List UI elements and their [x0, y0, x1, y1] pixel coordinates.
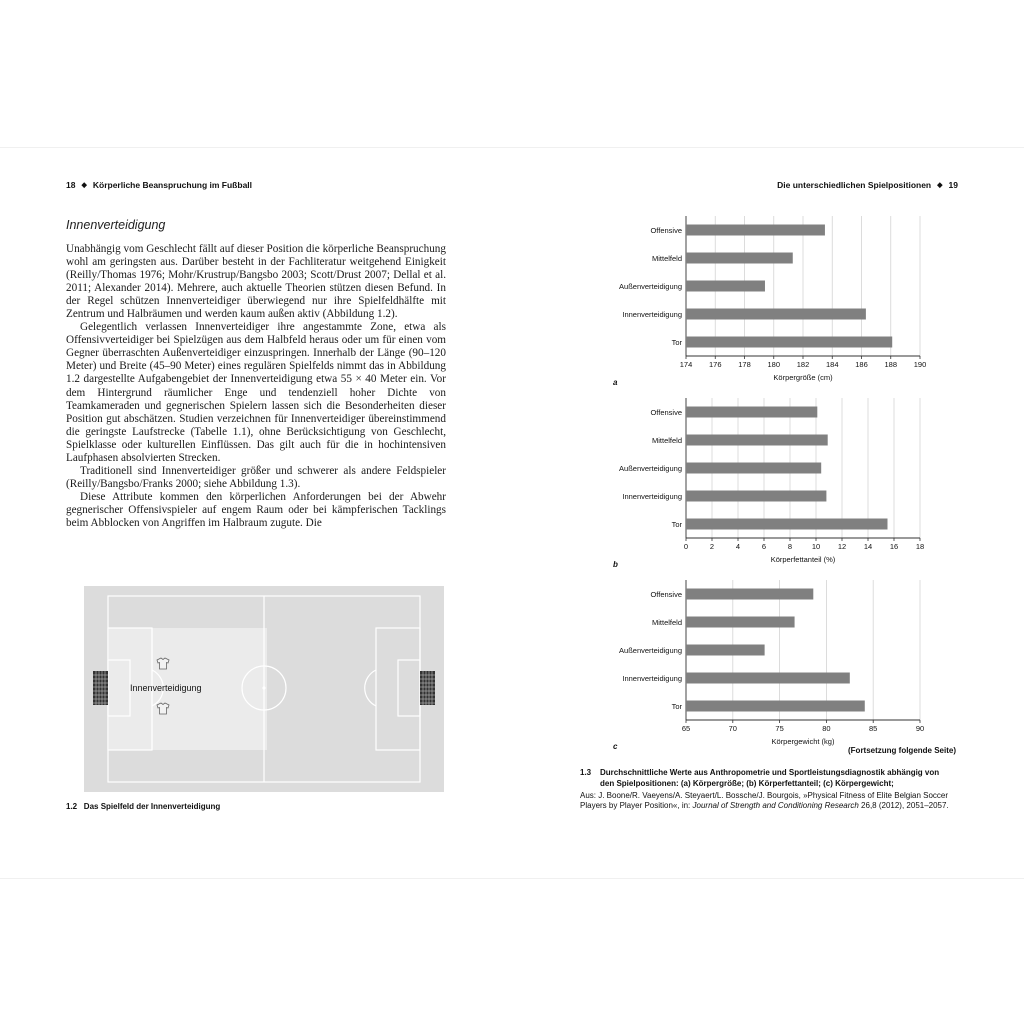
source-journal: Journal of Strength and Conditioning Research — [692, 801, 859, 810]
figure-caption — [580, 768, 952, 811]
pitch-caption-number: 1.2 — [66, 802, 78, 811]
bar-innenverteidigung — [686, 673, 850, 684]
left-header-title: Körperliche Beanspruchung im Fußball — [92, 180, 253, 190]
bar-mittelfeld — [686, 617, 795, 628]
left-goal-icon — [93, 671, 108, 705]
right-page-number: 19 — [948, 180, 958, 190]
category-label: Tor — [671, 520, 682, 529]
chart-body-height — [574, 210, 954, 385]
x-axis-label: Körpergröße (cm) — [773, 373, 833, 382]
tick-label: 190 — [913, 360, 927, 369]
figure-number: 1.3 — [580, 768, 592, 777]
category-label: Innenverteidigung — [622, 492, 682, 501]
category-label: Mittelfeld — [651, 254, 682, 263]
bar-tor — [686, 519, 888, 530]
tick-label: 8 — [787, 542, 793, 551]
bar-mittelfeld — [686, 435, 828, 446]
tick-label: 2 — [709, 542, 715, 551]
panel-letter: a — [613, 378, 618, 387]
tick-label: 174 — [679, 360, 693, 369]
category-label: Offensive — [650, 408, 682, 417]
tick-label: 180 — [767, 360, 781, 369]
paragraph: Unabhängig vom Geschlecht fällt auf dieser Position die körperliche Beanspruchung wohl am geringsten aus. Darüber besteht in der Fachliteratur weitgehend Einigkeit (Reilly/Thomas 1976; Mohr/Krustrup/Bangsbo 2003; Scott/Drust 2007; Dellal et al. 2011; Alexander 2014). Mehrere, auch aktuelle Theorien stützen diesen Befund. In der Regel schützen Innenverteidiger überwiegend nur ihre Spielfeldhälfte mit Zentrum und Halbräumen und werden kaum außen aktiv (Abbildung 1.2). — [66, 243, 446, 321]
figure-source — [580, 791, 952, 811]
panel-letter: b — [613, 560, 618, 569]
bar-außenverteidigung — [686, 281, 765, 292]
tick-label: 184 — [825, 360, 839, 369]
bar-tor — [686, 701, 865, 712]
category-label: Mittelfeld — [651, 618, 682, 627]
category-label: Innenverteidigung — [622, 674, 682, 683]
tick-label: 75 — [775, 724, 784, 733]
category-label: Außenverteidigung — [619, 464, 682, 473]
bar-mittelfeld — [686, 253, 793, 264]
bar-außenverteidigung — [686, 645, 765, 656]
pitch-caption-text: Das Spielfeld der Innenverteidigung — [83, 802, 221, 811]
tick-label: 176 — [708, 360, 722, 369]
category-label: Innenverteidigung — [622, 310, 682, 319]
tick-label: 70 — [728, 724, 737, 733]
tick-label: 12 — [837, 542, 847, 551]
left-page-number: 18 — [66, 180, 76, 190]
tick-label: 90 — [915, 724, 925, 733]
tick-label: 182 — [796, 360, 810, 369]
paragraph: Gelegentlich verlassen Innenverteidiger ihre angestammte Zone, etwa als Offensivverteidiger bei Spielzügen aus dem Halbfeld heraus oder um für einen vom Gegner überraschten Außenverteidiger einzuspringen. Innerhalb der Länge (90–120 Meter) und Breite (45–90 Meter) eines regulären Spielfelds nimmt das in Abbildung 1.2 dargestellte Aufgabengebiet der Innenverteidigung etwa 55 × 40 Meter ein. Vor dem Hintergrund räumlicher Enge und tendenziell hoher Dichte von Teamkameraden und gegnerischen Spielern lassen sich die Besonderheiten dieser Position gut abschätzen. Studien verzeichnen für Innenverteidiger übereinstimmend die geringste Laufstrecke (Tabelle 1.1), ohne Berücksichtigung von Geschlecht, Spielklasse oder kulturellen Einflüssen. Das gilt auch für die in hochintensiven Laufphasen absolvierten Strecken. — [66, 321, 446, 464]
body-text — [66, 243, 446, 530]
diamond-icon: ◆ — [81, 182, 87, 189]
category-label: Außenverteidigung — [619, 646, 682, 655]
bar-außenverteidigung — [686, 463, 821, 474]
left-running-header — [66, 180, 252, 190]
x-axis-label: Körperfettanteil (%) — [770, 555, 836, 564]
tick-label: 16 — [889, 542, 899, 551]
chart-body-fat — [574, 392, 954, 567]
bar-tor — [686, 337, 892, 348]
source-suffix: 26,8 (2012), 2051–2057. — [858, 801, 949, 810]
zone-label: Innenverteidigung — [130, 683, 202, 693]
tick-label: 85 — [869, 724, 878, 733]
tick-label: 80 — [822, 724, 831, 733]
category-label: Außenverteidigung — [619, 282, 682, 291]
source-prefix: Aus: J. Boone/R. Vaeyens/A. Steyaert/L. Bossche/J. Bourgois, »Physical Fitness of Elite Belgian Soccer Players by Player Position«, in: — [580, 791, 949, 810]
pitch-caption — [66, 802, 220, 811]
pitch-diagram — [84, 586, 444, 792]
tick-label: 0 — [683, 542, 689, 551]
category-label: Offensive — [650, 590, 682, 599]
bar-offensive — [686, 225, 825, 236]
x-axis-label: Körpergewicht (kg) — [771, 737, 835, 746]
continued-note: (Fortsetzung folgende Seite) — [848, 746, 956, 755]
bar-offensive — [686, 589, 813, 600]
paragraph: Diese Attribute kommen den körperlichen Anforderungen bei der Abwehr gegnerischer Offensivspieler auf engem Raum oder bei kämpferischen Tacklings beim Abblocken von Angriffen im Halbraum zugute. Die — [66, 490, 446, 529]
tick-label: 186 — [855, 360, 868, 369]
tick-label: 14 — [863, 542, 873, 551]
tick-label: 178 — [738, 360, 751, 369]
diamond-icon: ◆ — [937, 182, 943, 189]
tick-label: 18 — [915, 542, 925, 551]
panel-letter: c — [613, 742, 618, 751]
right-header-title: Die unterschiedlichen Spielpositionen — [777, 180, 932, 190]
figure-caption-text: Durchschnittliche Werte aus Anthropometrie und Sportleistungsdiagnostik abhängig von den Spielpositionen: (a) Körpergröße; (b) Körperfettanteil; (c) Körpergewicht; — [600, 768, 940, 788]
tick-label: 10 — [811, 542, 821, 551]
bar-innenverteidigung — [686, 309, 866, 320]
tick-label: 4 — [735, 542, 741, 551]
bar-offensive — [686, 407, 817, 418]
right-running-header — [777, 180, 958, 190]
category-label: Offensive — [650, 226, 682, 235]
right-goal-icon — [420, 671, 435, 705]
paragraph: Traditionell sind Innenverteidiger größer und schwerer als andere Feldspieler (Reilly/Bangsbo/Franks 2000; siehe Abbildung 1.3). — [66, 464, 446, 490]
category-label: Tor — [671, 338, 682, 347]
bar-innenverteidigung — [686, 491, 826, 502]
tick-label: 188 — [884, 360, 898, 369]
tick-label: 65 — [681, 724, 691, 733]
section-title: Innenverteidigung — [66, 218, 166, 232]
category-label: Tor — [671, 702, 682, 711]
category-label: Mittelfeld — [651, 436, 682, 445]
tick-label: 6 — [761, 542, 767, 551]
